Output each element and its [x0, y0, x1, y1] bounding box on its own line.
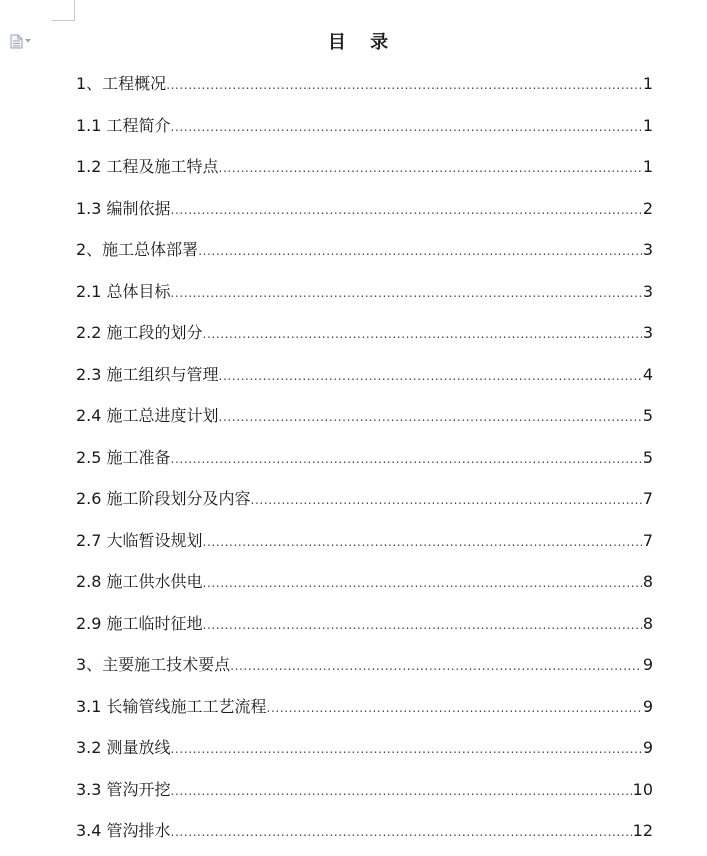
toc-entry-page-number: 4	[642, 364, 653, 384]
toc-dot-leader	[171, 771, 632, 813]
toc-entry[interactable]	[76, 727, 653, 769]
toc-entry-label: 1.1 工程简介	[76, 115, 171, 135]
toc-entry-page-number: 8	[642, 613, 653, 633]
toc-dot-leader	[251, 480, 642, 522]
toc-dot-leader	[171, 190, 642, 232]
toc-dot-leader	[219, 148, 642, 190]
toc-entry-label: 3.3 管沟开挖	[76, 779, 171, 799]
toc-dot-leader	[166, 65, 642, 107]
toc-entry[interactable]	[76, 271, 653, 313]
toc-entry-page-number: 1	[642, 115, 653, 135]
toc-entry-label: 2.1 总体目标	[76, 281, 171, 301]
toc-entry-label: 3.4 管沟排水	[76, 821, 171, 840]
toc-entry-label: 1.2 工程及施工特点	[76, 157, 219, 176]
toc-entry[interactable]	[76, 644, 653, 686]
toc-dot-leader	[171, 107, 642, 149]
toc-dot-leader	[203, 605, 642, 647]
toc-entry-page-number: 3	[642, 281, 653, 301]
toc-entry[interactable]	[76, 769, 653, 811]
toc-entry-label: 3.2 测量放线	[76, 738, 171, 757]
toc-dot-leader	[198, 231, 642, 273]
toc-dot-leader	[267, 688, 642, 730]
toc-entry-page-number: 3	[642, 240, 653, 259]
toc-entry-page-number: 7	[642, 530, 653, 550]
table-of-contents	[76, 63, 653, 852]
toc-entry[interactable]	[76, 561, 653, 603]
toc-entry-page-number: 2	[642, 198, 653, 218]
toc-entry-page-number: 9	[642, 696, 653, 716]
toc-entry[interactable]	[76, 810, 653, 852]
toc-entry-label: 1.3 编制依据	[76, 198, 171, 218]
toc-dot-leader	[171, 439, 642, 481]
toc-entry[interactable]	[76, 146, 653, 188]
toc-entry-page-number: 1	[642, 157, 653, 176]
toc-dot-leader	[219, 397, 642, 439]
toc-entry-page-number: 7	[642, 489, 653, 508]
toc-entry-label: 2.8 施工供水供电	[76, 572, 203, 591]
toc-dot-leader	[230, 646, 642, 688]
toc-entry[interactable]	[76, 312, 653, 354]
toc-entry[interactable]	[76, 229, 653, 271]
toc-entry-page-number: 10	[632, 779, 653, 799]
toc-entry-label: 2.9 施工临时征地	[76, 613, 203, 633]
toc-dot-leader	[203, 314, 642, 356]
toc-entry[interactable]	[76, 520, 653, 562]
toc-entry[interactable]	[76, 105, 653, 147]
toc-dot-leader	[219, 356, 642, 398]
page-corner-mark	[52, 0, 75, 21]
toc-dot-leader	[203, 563, 642, 605]
toc-dot-leader	[171, 812, 632, 854]
toc-title: 目 录	[327, 32, 398, 53]
toc-dot-leader	[171, 729, 642, 771]
toc-entry-label: 1、工程概况	[76, 74, 167, 93]
toc-entry-page-number: 12	[632, 821, 653, 840]
toc-entry[interactable]	[76, 395, 653, 437]
toc-entry-page-number: 9	[642, 738, 653, 757]
toc-entry[interactable]	[76, 63, 653, 105]
toc-entry-page-number: 5	[642, 406, 653, 425]
toc-entry-label: 2.7 大临暂设规划	[76, 530, 203, 550]
toc-entry[interactable]	[76, 603, 653, 645]
toc-entry-label: 2.3 施工组织与管理	[76, 364, 219, 384]
toc-entry-page-number: 9	[642, 655, 653, 674]
toc-entry-page-number: 8	[642, 572, 653, 591]
toc-entry-label: 2.6 施工阶段划分及内容	[76, 489, 251, 508]
toc-entry-label: 3、主要施工技术要点	[76, 655, 231, 674]
toc-dot-leader	[171, 273, 642, 315]
toc-entry[interactable]	[76, 188, 653, 230]
toc-entry[interactable]	[76, 437, 653, 479]
toc-entry[interactable]	[76, 478, 653, 520]
toc-entry-page-number: 1	[642, 74, 653, 93]
toc-entry-label: 2.5 施工准备	[76, 447, 171, 467]
toc-dot-leader	[203, 522, 642, 564]
toc-entry-label: 2、施工总体部署	[76, 240, 199, 259]
toc-entry[interactable]	[76, 354, 653, 396]
toc-entry-label: 2.4 施工总进度计划	[76, 406, 219, 425]
toc-entry[interactable]	[76, 686, 653, 728]
toc-entry-label: 2.2 施工段的划分	[76, 323, 203, 342]
toc-entry-page-number: 5	[642, 447, 653, 467]
toc-entry-page-number: 3	[642, 323, 653, 342]
toc-entry-label: 3.1 长输管线施工工艺流程	[76, 696, 267, 716]
